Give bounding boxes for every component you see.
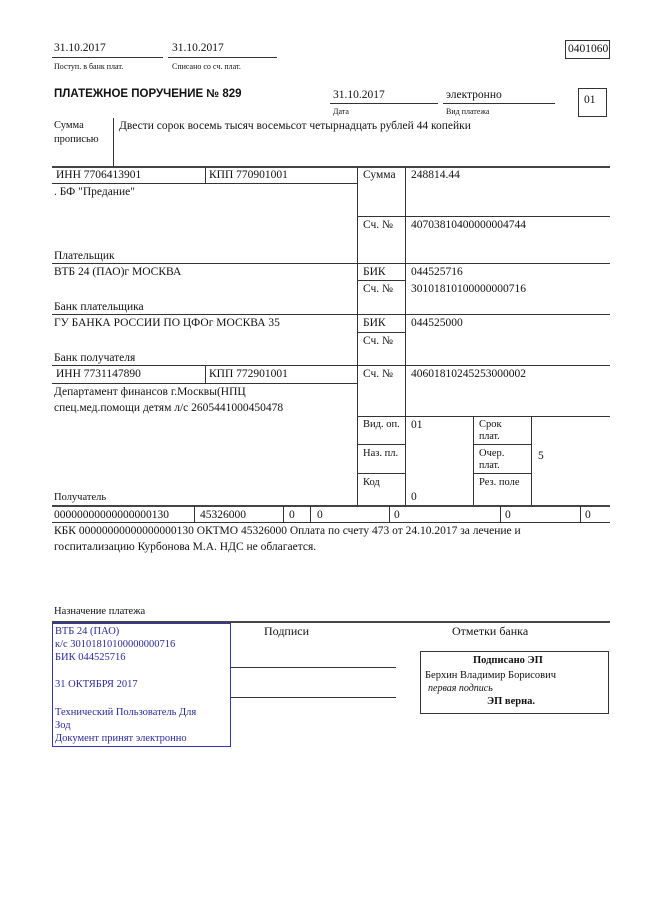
term-label-2: плат.	[479, 431, 500, 442]
purpose-line-2: госпитализацию Курбонова М.А. НДС не облагается.	[54, 541, 317, 553]
tax-type: 0	[585, 509, 591, 521]
code-label: Код	[363, 477, 380, 488]
payer-bank-name: ВТБ 24 (ПАО)г МОСКВА	[54, 266, 182, 278]
purpose-label: Назначение платежа	[54, 606, 146, 617]
tax-kbk: 00000000000000000130	[54, 509, 169, 521]
payee-inn: ИНН 7731147890	[56, 368, 141, 380]
payer-bank-bik: 044525716	[411, 266, 463, 278]
op-type: 01	[411, 419, 423, 431]
payee-kpp: КПП 772901001	[209, 368, 288, 380]
received-date: 31.10.2017	[54, 42, 106, 54]
payer-label: Плательщик	[54, 250, 115, 262]
stamp-bik: БИК 044525716	[55, 652, 126, 663]
order-date-label: Дата	[333, 107, 349, 116]
term-label: Срок	[479, 419, 502, 430]
payer-bank-label: Банк плательщика	[54, 301, 144, 313]
debited-label: Списано со сч. плат.	[172, 62, 241, 71]
payment-type: электронно	[446, 89, 502, 101]
stamp-ks: к/с 30101810100000000716	[55, 639, 176, 650]
debited-date: 31.10.2017	[172, 42, 224, 54]
payee-bank-label: Банк получателя	[54, 352, 136, 364]
purpose-line-1: КБК 00000000000000000130 ОКТМО 45326000 Оплата по счету 473 от 24.10.2017 за лечение и	[54, 525, 521, 537]
payee-bank-bik-label: БИК	[363, 317, 386, 329]
payer-bank-account: 30101810100000000716	[411, 283, 526, 295]
signature-verified: ЭП верна.	[487, 696, 536, 707]
payee-name: Департамент финансов г.Москвы(НПЦ	[54, 386, 246, 398]
tax-doc-number: 0	[394, 509, 400, 521]
priority-value: 5	[538, 450, 544, 462]
payer-kpp: КПП 770901001	[209, 169, 288, 181]
amount-label: Сумма	[363, 169, 396, 181]
bank-marks-label: Отметки банка	[452, 624, 529, 638]
stamp-status: Документ принят электронно	[55, 733, 187, 744]
tax-doc-date: 0	[505, 509, 511, 521]
payee-name-2: спец.мед.помощи детям л/с 2605441000450478	[54, 402, 284, 414]
payee-bank-account-label: Сч. №	[363, 335, 394, 347]
tax-oktmo: 45326000	[200, 509, 246, 521]
signed-label: Подписано ЭП	[473, 655, 543, 666]
stamp-user: Технический Пользователь Для	[55, 707, 197, 718]
amount-words-label-2: прописью	[54, 134, 99, 145]
payer-inn: ИНН 7706413901	[56, 169, 142, 181]
stamp-bank: ВТБ 24 (ПАО)	[55, 626, 120, 637]
stamp-user-2: Зод	[55, 720, 71, 731]
code-value: 0	[411, 491, 417, 503]
form-code: 0401060	[565, 40, 610, 59]
stamp-date: 31 ОКТЯБРЯ 2017	[55, 679, 138, 690]
op-type-label: Вид. оп.	[363, 419, 400, 430]
order-date: 31.10.2017	[333, 89, 385, 101]
amount-words-label: Сумма	[54, 120, 84, 131]
payer-account: 40703810400000004744	[411, 219, 526, 231]
page-title: ПЛАТЕЖНОЕ ПОРУЧЕНИЕ № 829	[54, 88, 242, 100]
status-code: 01	[578, 88, 607, 117]
sign-type: первая подпись	[428, 683, 493, 694]
signatures-label: Подписи	[264, 624, 310, 638]
payer-bank-bik-label: БИК	[363, 266, 386, 278]
signer-name: Берхин Владимир Борисович	[425, 670, 556, 681]
payee-bank-bik: 044525000	[411, 317, 463, 329]
priority-label: Очер.	[479, 448, 505, 459]
payee-bank-name: ГУ БАНКА РОССИИ ПО ЦФОг МОСКВА 35	[54, 317, 280, 329]
priority-label-2: плат.	[479, 460, 500, 471]
payer-bank-account-label: Сч. №	[363, 283, 394, 295]
payee-account-label: Сч. №	[363, 368, 394, 380]
tax-period: 0	[317, 509, 323, 521]
payer-name: . БФ "Предание"	[54, 186, 135, 198]
payee-account: 40601810245253000002	[411, 368, 526, 380]
reserve-label: Рез. поле	[479, 477, 520, 488]
payee-label: Получатель	[54, 492, 107, 503]
purpose-code-label: Наз. пл.	[363, 448, 399, 459]
payer-account-label: Сч. №	[363, 219, 394, 231]
received-label: Поступ. в банк плат.	[54, 62, 124, 71]
amount-value: 248814.44	[411, 169, 460, 181]
payment-type-label: Вид платежа	[446, 107, 490, 116]
amount-words: Двести сорок восемь тысяч восемьсот четырнадцать рублей 44 копейки	[119, 120, 471, 132]
tax-basis: 0	[289, 509, 295, 521]
